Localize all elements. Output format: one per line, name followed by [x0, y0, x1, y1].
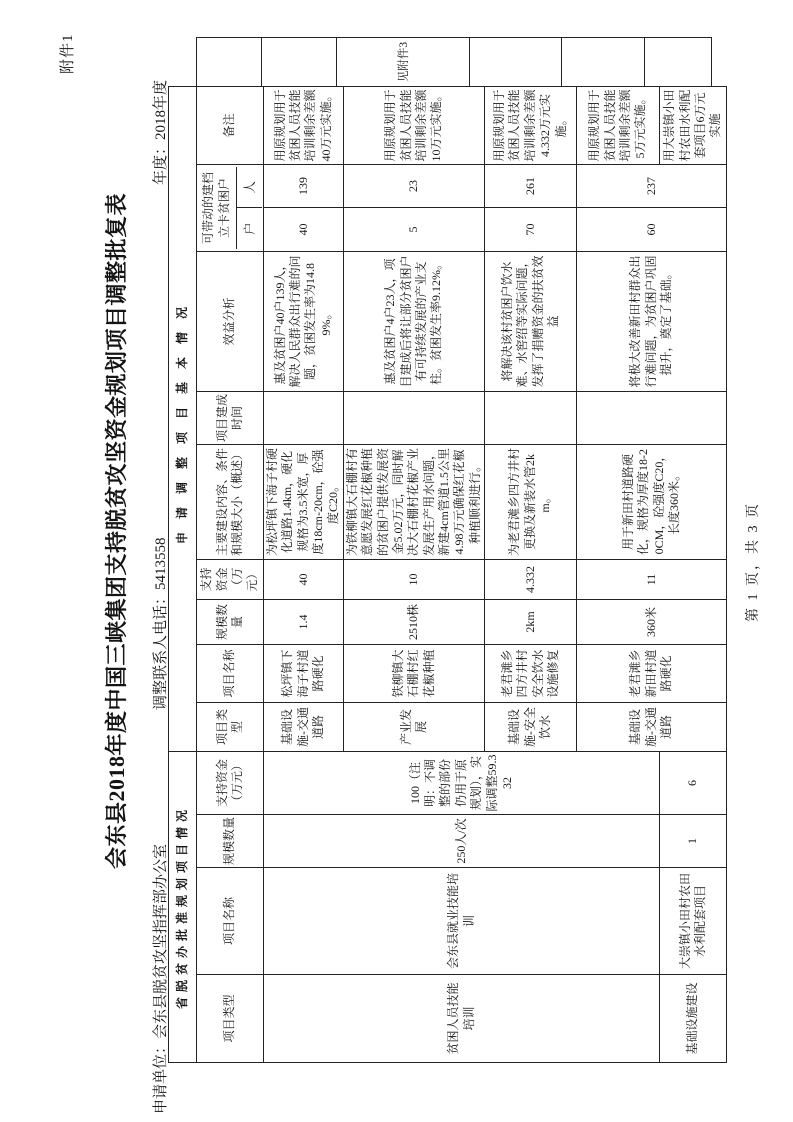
cell-songping-benefit: 惠及贫困户40户139人，解决人民群众出行难的问题，贫困发生率为14.89%。 — [264, 251, 344, 391]
header-linked-label: 可带动的建档立卡贫困户 — [198, 167, 237, 249]
cell-road-completion — [577, 391, 727, 444]
page-title: 会东县2018年度中国三峡集团支持脱贫攻坚资金规划项目调整批复表 — [104, 193, 129, 870]
annotation-cell-songping — [262, 37, 337, 87]
cell-tieliu-name: 铁柳镇大石棚村红花椒种植 — [343, 644, 484, 702]
header-linked-households — [197, 164, 264, 251]
main-table — [168, 86, 727, 1063]
cell-road-benefit: 将极大改善新田村群众出行难问题，为贫困户巩固提升，奠定了基础。 — [577, 251, 727, 391]
year-label: 年度：2018年度 — [153, 79, 169, 185]
cell-dachong-fund: 6 — [660, 751, 727, 814]
cell-songping-ren: 139 — [264, 164, 344, 207]
cell-well-benefit: 将解决该村贫困户饮水难、水窖绍等实际问题，发挥了捐赠资金的扶贫效益 — [485, 251, 577, 391]
cell-road-type: 基础设施-交通道路 — [577, 702, 727, 751]
cell-road-remark-e: 用大崇镇小田村农田水利配套项目6万元实施 — [660, 86, 727, 164]
cell-songping-content: 为松坪镇下海子村硬化道路1.4km，硬化规格为3.5米宽，厚度18cm-20cm，砼强度C20。 — [264, 444, 344, 559]
header-benefit: 效益分析 — [197, 251, 264, 391]
annotation-column — [196, 37, 712, 87]
page-number: 第 1 页，共 3 页 — [746, 502, 761, 622]
cell-tieliu-type: 产业发展 — [343, 702, 484, 751]
annotation-header-cell — [196, 37, 262, 87]
header-type-right: 项目类型 — [197, 702, 264, 751]
cell-songping-scale: 1.4 — [264, 599, 344, 644]
header-fund-left: 支持资金（万元） — [197, 751, 264, 814]
annotation-cell-road — [562, 37, 645, 87]
section-header-row — [169, 86, 197, 1062]
cell-songping-name: 松坪镇下海子村道路硬化 — [264, 644, 344, 702]
cell-road-name: 老君滩乡新田村道路硬化 — [577, 644, 727, 702]
cell-tieliu-scale: 2510株 — [343, 599, 484, 644]
cell-tieliu-benefit: 惠及贫困户4户23人，项目建成后将让部分贫困户有可持续发展的产业支柱。贫困发生率9.12%。 — [343, 251, 484, 391]
cell-well-type: 基础设施-安全饮水 — [485, 702, 577, 751]
cell-road-content: 用于新田村道路硬化，规格为厚度18-20CM，砼强度C20，长度360米。 — [577, 444, 727, 559]
cell-well-scale: 2km — [485, 599, 577, 644]
header-hu: 户 — [242, 222, 257, 235]
header-name-right: 项目名称 — [197, 644, 264, 702]
header-ren: 人 — [237, 167, 262, 209]
annotation-cell-well — [470, 37, 562, 87]
header-content: 主要建设内容、条件和规模大小（概述） — [197, 444, 264, 559]
cell-songping-fund: 40 — [264, 559, 344, 599]
cell-tieliu-completion — [343, 391, 484, 444]
cell-tieliu-hu: 5 — [343, 207, 484, 251]
cell-tieliu-content: 为铁柳镇大石棚村有意愿发展红花椒种植的贫困户提供发展资金5.02万元，同时解决大石棚村花椒产业发展生产用水问题，新建4cm管道1.5公里4.98万元确保红花椒种植顺利进行。 — [343, 444, 484, 559]
cell-well-ren: 261 — [485, 164, 577, 207]
annotation-cell-dachong — [645, 37, 712, 87]
cell-training-name: 会东县就业技能培训 — [264, 868, 660, 975]
cell-training-type: 贫困人员技能培训 — [264, 975, 660, 1063]
header-type-left: 项目类型 — [197, 975, 264, 1063]
header-fund-right: 支持资金（万元） — [197, 559, 264, 599]
info-line — [149, 0, 169, 1122]
cell-tieliu-ren: 23 — [343, 164, 484, 207]
header-completion: 项目建成时间 — [197, 391, 264, 444]
cell-road-hu: 60 — [577, 207, 727, 251]
cell-songping-type: 基础设施-交通道路 — [264, 702, 344, 751]
cell-dachong-name: 大崇镇小田村农田水利配套项目 — [660, 868, 727, 975]
cell-dachong-type: 基础设施建设 — [660, 975, 727, 1063]
cell-road-scale: 360米 — [577, 599, 727, 644]
cell-well-name: 老君滩乡四方井村安全饮水设施修复 — [485, 644, 577, 702]
cell-songping-hu: 40 — [264, 207, 344, 251]
applicant-unit: 申请单位：会东县脱贫攻坚指挥部办公室 — [153, 843, 169, 1114]
cell-tieliu-remark: 用原规划用于贫困人员技能培训剩余差额10万元实施。 — [343, 86, 484, 164]
section-approved: 省脱贫办批准规划项目情况 — [169, 751, 197, 1062]
annotation-cell-tieliu: 见附件3 — [337, 37, 470, 87]
contact-phone: 调整联系人电话：5413558 — [153, 537, 169, 710]
header-scale-right: 规模数量 — [197, 599, 264, 644]
cell-tieliu-fund: 10 — [343, 559, 484, 599]
cell-road-remark-d: 用原规划用于贫困人员技能培训剩余差额5万元实施。 — [577, 86, 660, 164]
cell-songping-completion — [264, 391, 344, 444]
cell-well-fund: 4.332 — [485, 559, 577, 599]
section-adjusted: 申请调整项目基本情况 — [169, 86, 197, 751]
row-songping — [264, 86, 344, 1062]
attachment-label: 附件1 — [60, 33, 76, 74]
header-scale-left: 规模数量 — [197, 815, 264, 868]
header-name-left: 项目名称 — [197, 868, 264, 975]
cell-road-fund: 11 — [577, 559, 727, 599]
cell-training-scale: 250人/次 — [264, 815, 660, 868]
header-remark: 备注 — [197, 86, 264, 164]
cell-road-ren: 237 — [577, 164, 727, 207]
cell-well-remark: 用原规划用于贫困人员技能培训剩余差额4.332万元实施。 — [485, 86, 577, 164]
column-header-row — [197, 86, 264, 1062]
cell-well-content: 为老君滩乡四方井村更换及新装水管2km。 — [485, 444, 577, 559]
cell-dachong-scale: 1 — [660, 815, 727, 868]
cell-training-fund: 100（注明：不调整的部份仍用于原规划），实际调整59.332 — [264, 751, 660, 814]
cell-well-completion — [485, 391, 577, 444]
cell-well-hu: 70 — [485, 207, 577, 251]
cell-songping-remark: 用原规划用于贫困人员技能培训剩余差额40万元实施。 — [264, 86, 344, 164]
